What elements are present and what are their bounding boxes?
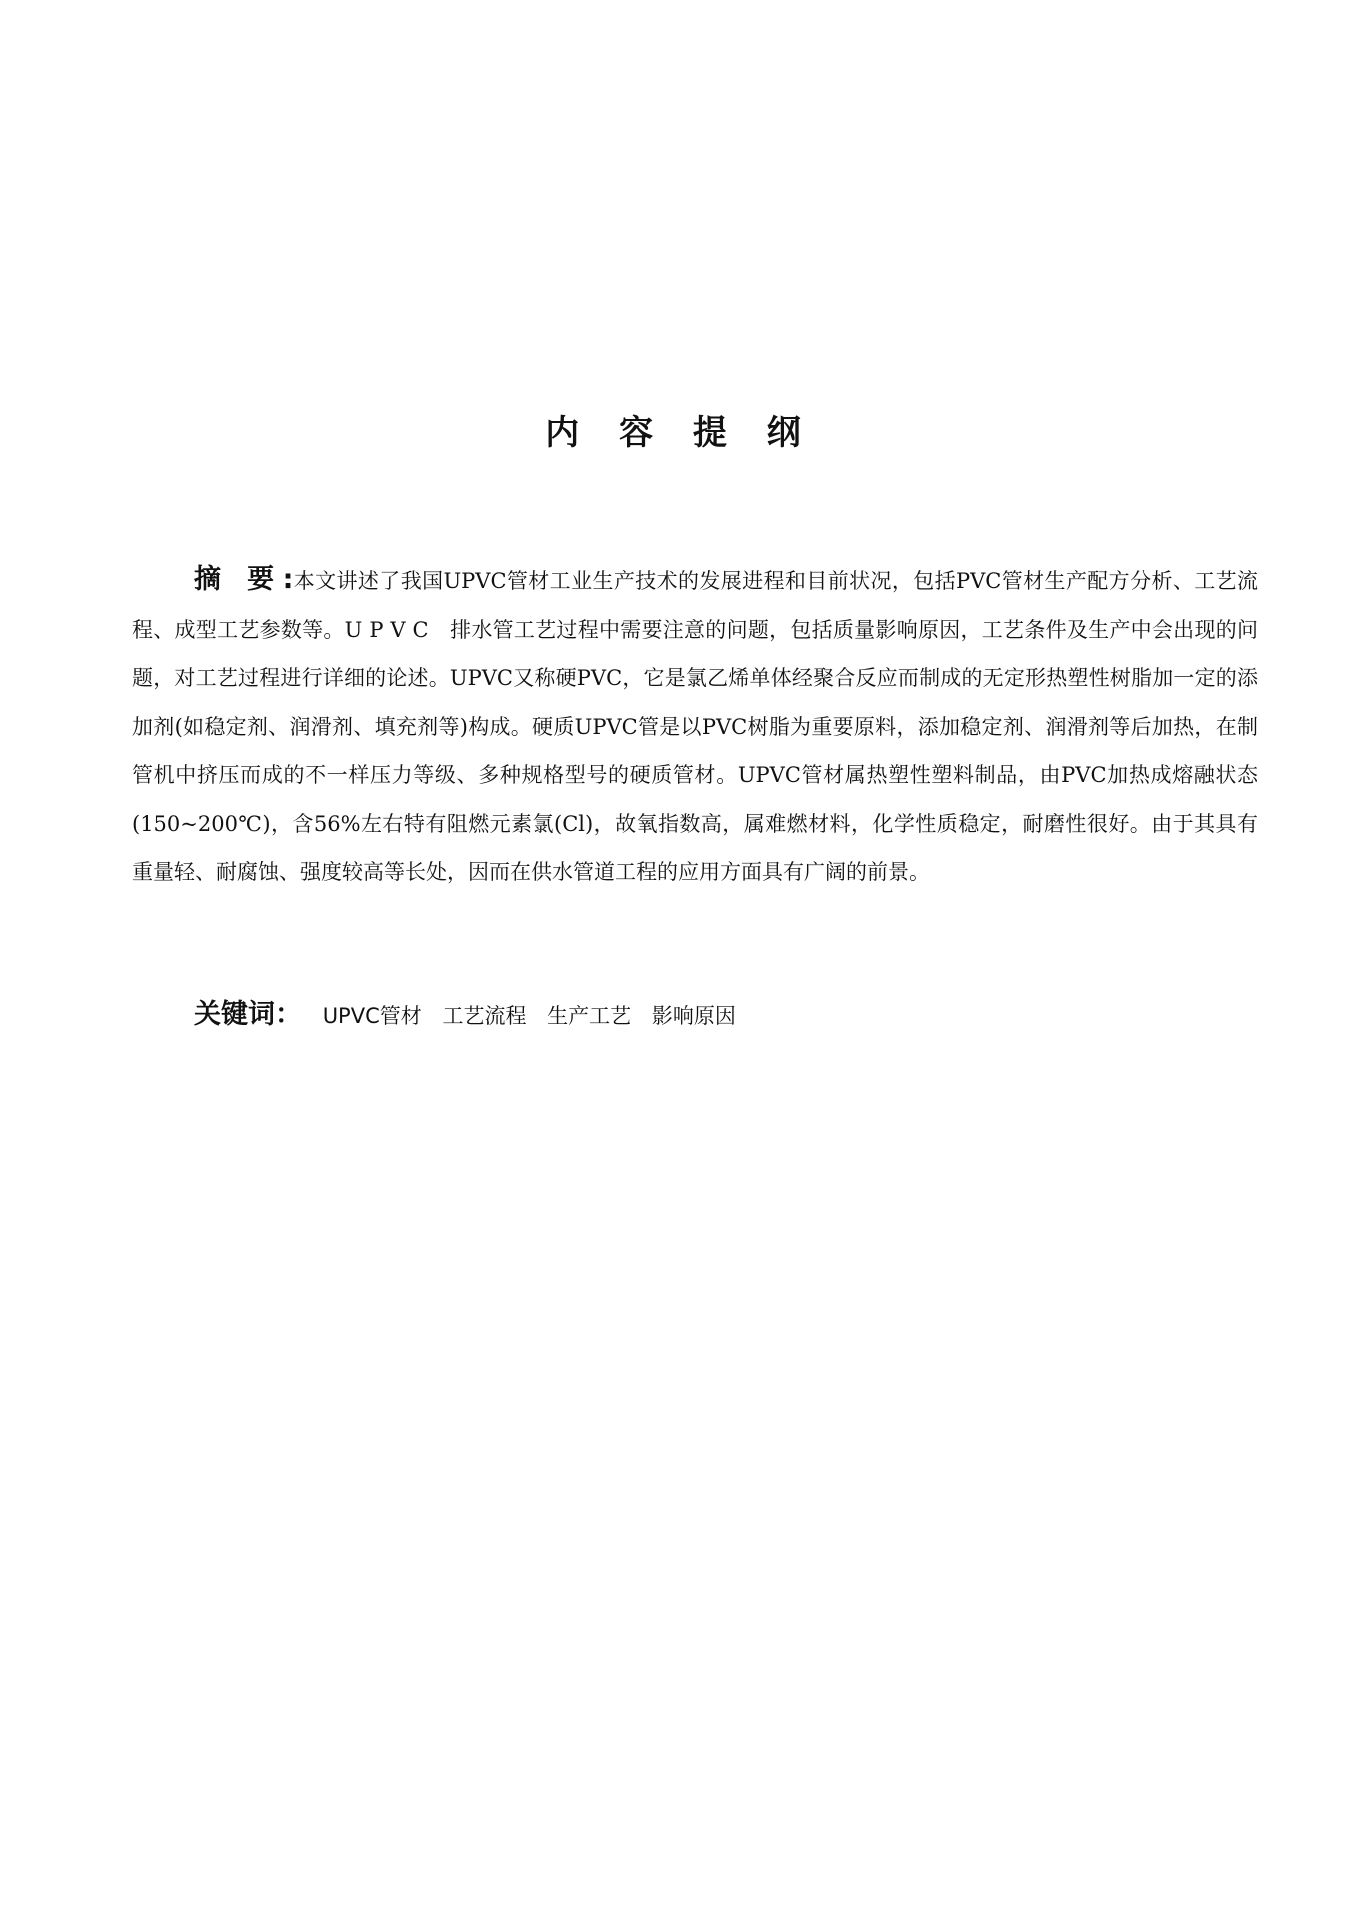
keyword-item: 工艺流程 xyxy=(442,1004,527,1028)
page-title: 内 容 提 纲 xyxy=(545,413,815,453)
keywords-line xyxy=(194,992,1194,1031)
abstract-paragraph xyxy=(132,556,1258,897)
abstract-label xyxy=(194,564,293,595)
keyword-item: 影响原因 xyxy=(651,1004,736,1028)
abstract-text: 本文讲述了我国UPVC管材工业生产技术的发展进程和目前状况，包括PVC管材生产配方分析、工艺流程、成型工艺参数等。U P V C 排水管工艺过程中需要注意的问题，包括质量影响原因，工艺条件及生产中会出现的问题，对工艺过程进行详细的论述。UPVC又称硬PVC，它是氯乙烯单体经聚合反应而制成的无定形热塑性树脂加一定的添加剂(如稳定剂、润滑剂、填充剂等)构成。硬质UPVC管是以PVC树脂为重要原料，添加稳定剂、润滑剂等后加热，在制管机中挤压而成的不一样压力等级、多种规格型号的硬质管材。UPVC管材属热塑性塑料制品，由PVC加热成熔融状态(150~200℃)，含56%左右特有阻燃元素氯(Cl)，故氧指数高，属难燃材料，化学性质稳定，耐磨性很好。由于其具有重量轻、耐腐蚀、强度较高等长处，因而在供水管道工程的应用方面具有广阔的前景。 xyxy=(132,569,1258,884)
abstract-label-colon: : xyxy=(282,564,294,595)
keyword-item: 生产工艺 xyxy=(547,1004,632,1028)
keyword-item: UPVC管材 xyxy=(322,1004,422,1028)
keywords-label: 关键词： xyxy=(194,999,302,1030)
abstract-label-text: 摘 要 xyxy=(194,564,283,595)
